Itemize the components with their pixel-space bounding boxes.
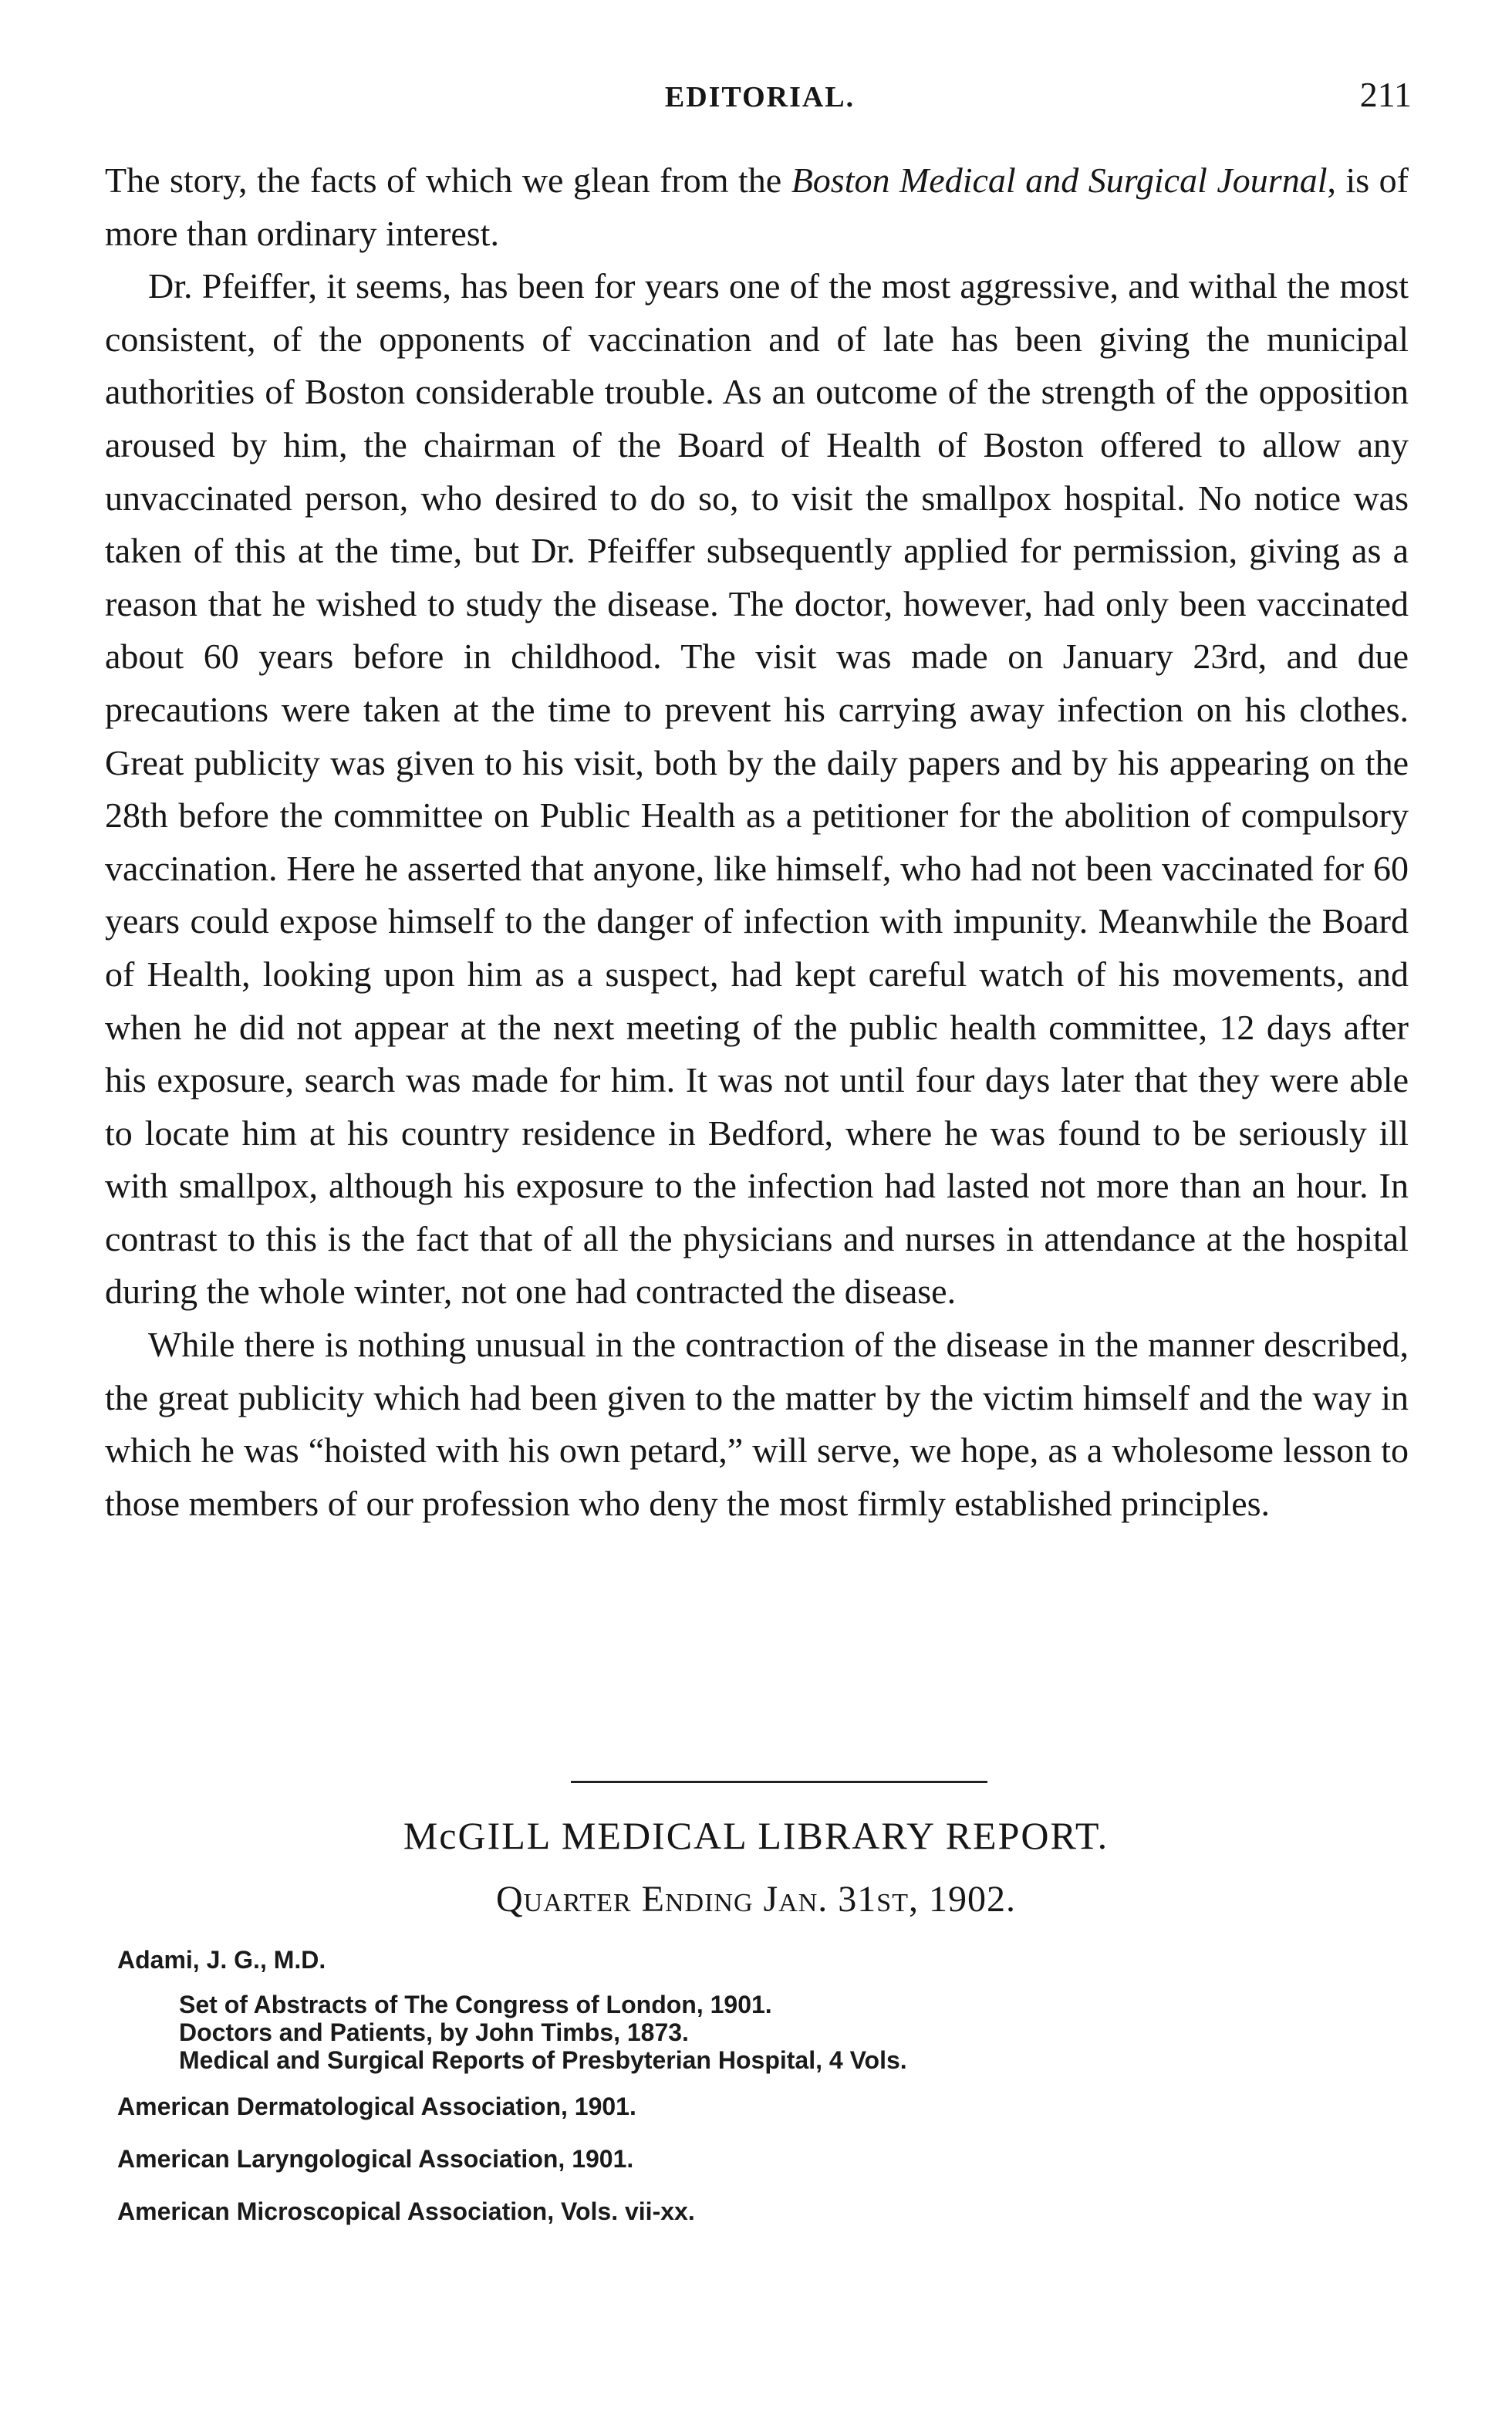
donated-item: Doctors and Patients, by John Timbs, 1873.: [179, 2018, 689, 2046]
running-head: [108, 74, 1412, 120]
report-title: McGILL MEDICAL LIBRARY REPORT.: [403, 1814, 1109, 1857]
donated-item: Set of Abstracts of The Congress of London, 1901.: [179, 1991, 772, 2018]
journal-title: Boston Medical and Surgical Journal: [791, 160, 1328, 200]
donor-entry: American Microscopical Association, Vols. vii-xx.: [117, 2197, 695, 2225]
section-divider: [571, 1781, 987, 1783]
paragraph-1: [105, 154, 1409, 260]
report-subtitle: Quarter Ending Jan. 31st, 1902.: [496, 1879, 1016, 1920]
editorial-body: [105, 154, 1409, 1530]
donor-entry: American Laryngological Association, 1901.: [117, 2145, 634, 2173]
paragraph-3: While there is nothing unusual in the contraction of the disease in the manner described, the great publicity which had been given to the matter by the victim himself and the way in which he was “hoisted with his own petard,” will serve, we hope, as a wholesome lesson to those members of our profession who deny the most firmly established principles.: [105, 1325, 1409, 1523]
donated-item: Medical and Surgical Reports of Presbyterian Hospital, 4 Vols.: [179, 2046, 907, 2074]
donor-entry: American Dermatological Association, 1901.: [117, 2093, 636, 2120]
donor-entry: Adami, J. G., M.D.: [117, 1946, 326, 1974]
paragraph-1-end: , is of more than ordinary interest.: [105, 160, 1409, 253]
paragraph-2: Dr. Pfeiffer, it seems, has been for years one of the most aggressive, and withal the most consistent, of the opponents of vaccination and of late has been giving the municipal authorities of Boston considerable trouble. As an outcome of the strength of the opposition aroused by him, the chairman of the Board of Health of Boston offered to allow any unvaccinated person, who desired to do so, to visit the smallpox hospital. No notice was taken of this at the time, but Dr. Pfeiffer subsequently applied for permission, giving as a reason that he wished to study the disease. The doctor, however, had only been vaccinated about 60 years before in childhood. The visit was made on January 23rd, and due precautions were taken at the time to prevent his carrying away infection on his clothes. Great publicity was given to his visit, both by the daily papers and by his appearing on the 28th before the committee on Public Health as a petitioner for the abolition of compulsory vaccination. Here he asserted that anyone, like himself, who had not been vaccinated for 60 years could expose himself to the danger of infection with impunity. Meanwhile the Board of Health, looking upon him as a suspect, had kept careful watch of his movements, and when he did not appear at the next meeting of the public health committee, 12 days after his exposure, search was made for him. It was not until four days later that they were able to locate him at his country residence in Bedford, where he was found to be seriously ill with smallpox, although his exposure to the infection had lasted not more than an hour. In contrast to this is the fact that of all the physicians and nurses in attendance at the hospital during the whole winter, not one had contracted the disease.: [105, 266, 1409, 1312]
page-number: 211: [1359, 75, 1412, 114]
paragraph-1-start: The story, the facts of which we glean from the: [105, 160, 791, 200]
running-title: EDITORIAL.: [664, 81, 856, 113]
